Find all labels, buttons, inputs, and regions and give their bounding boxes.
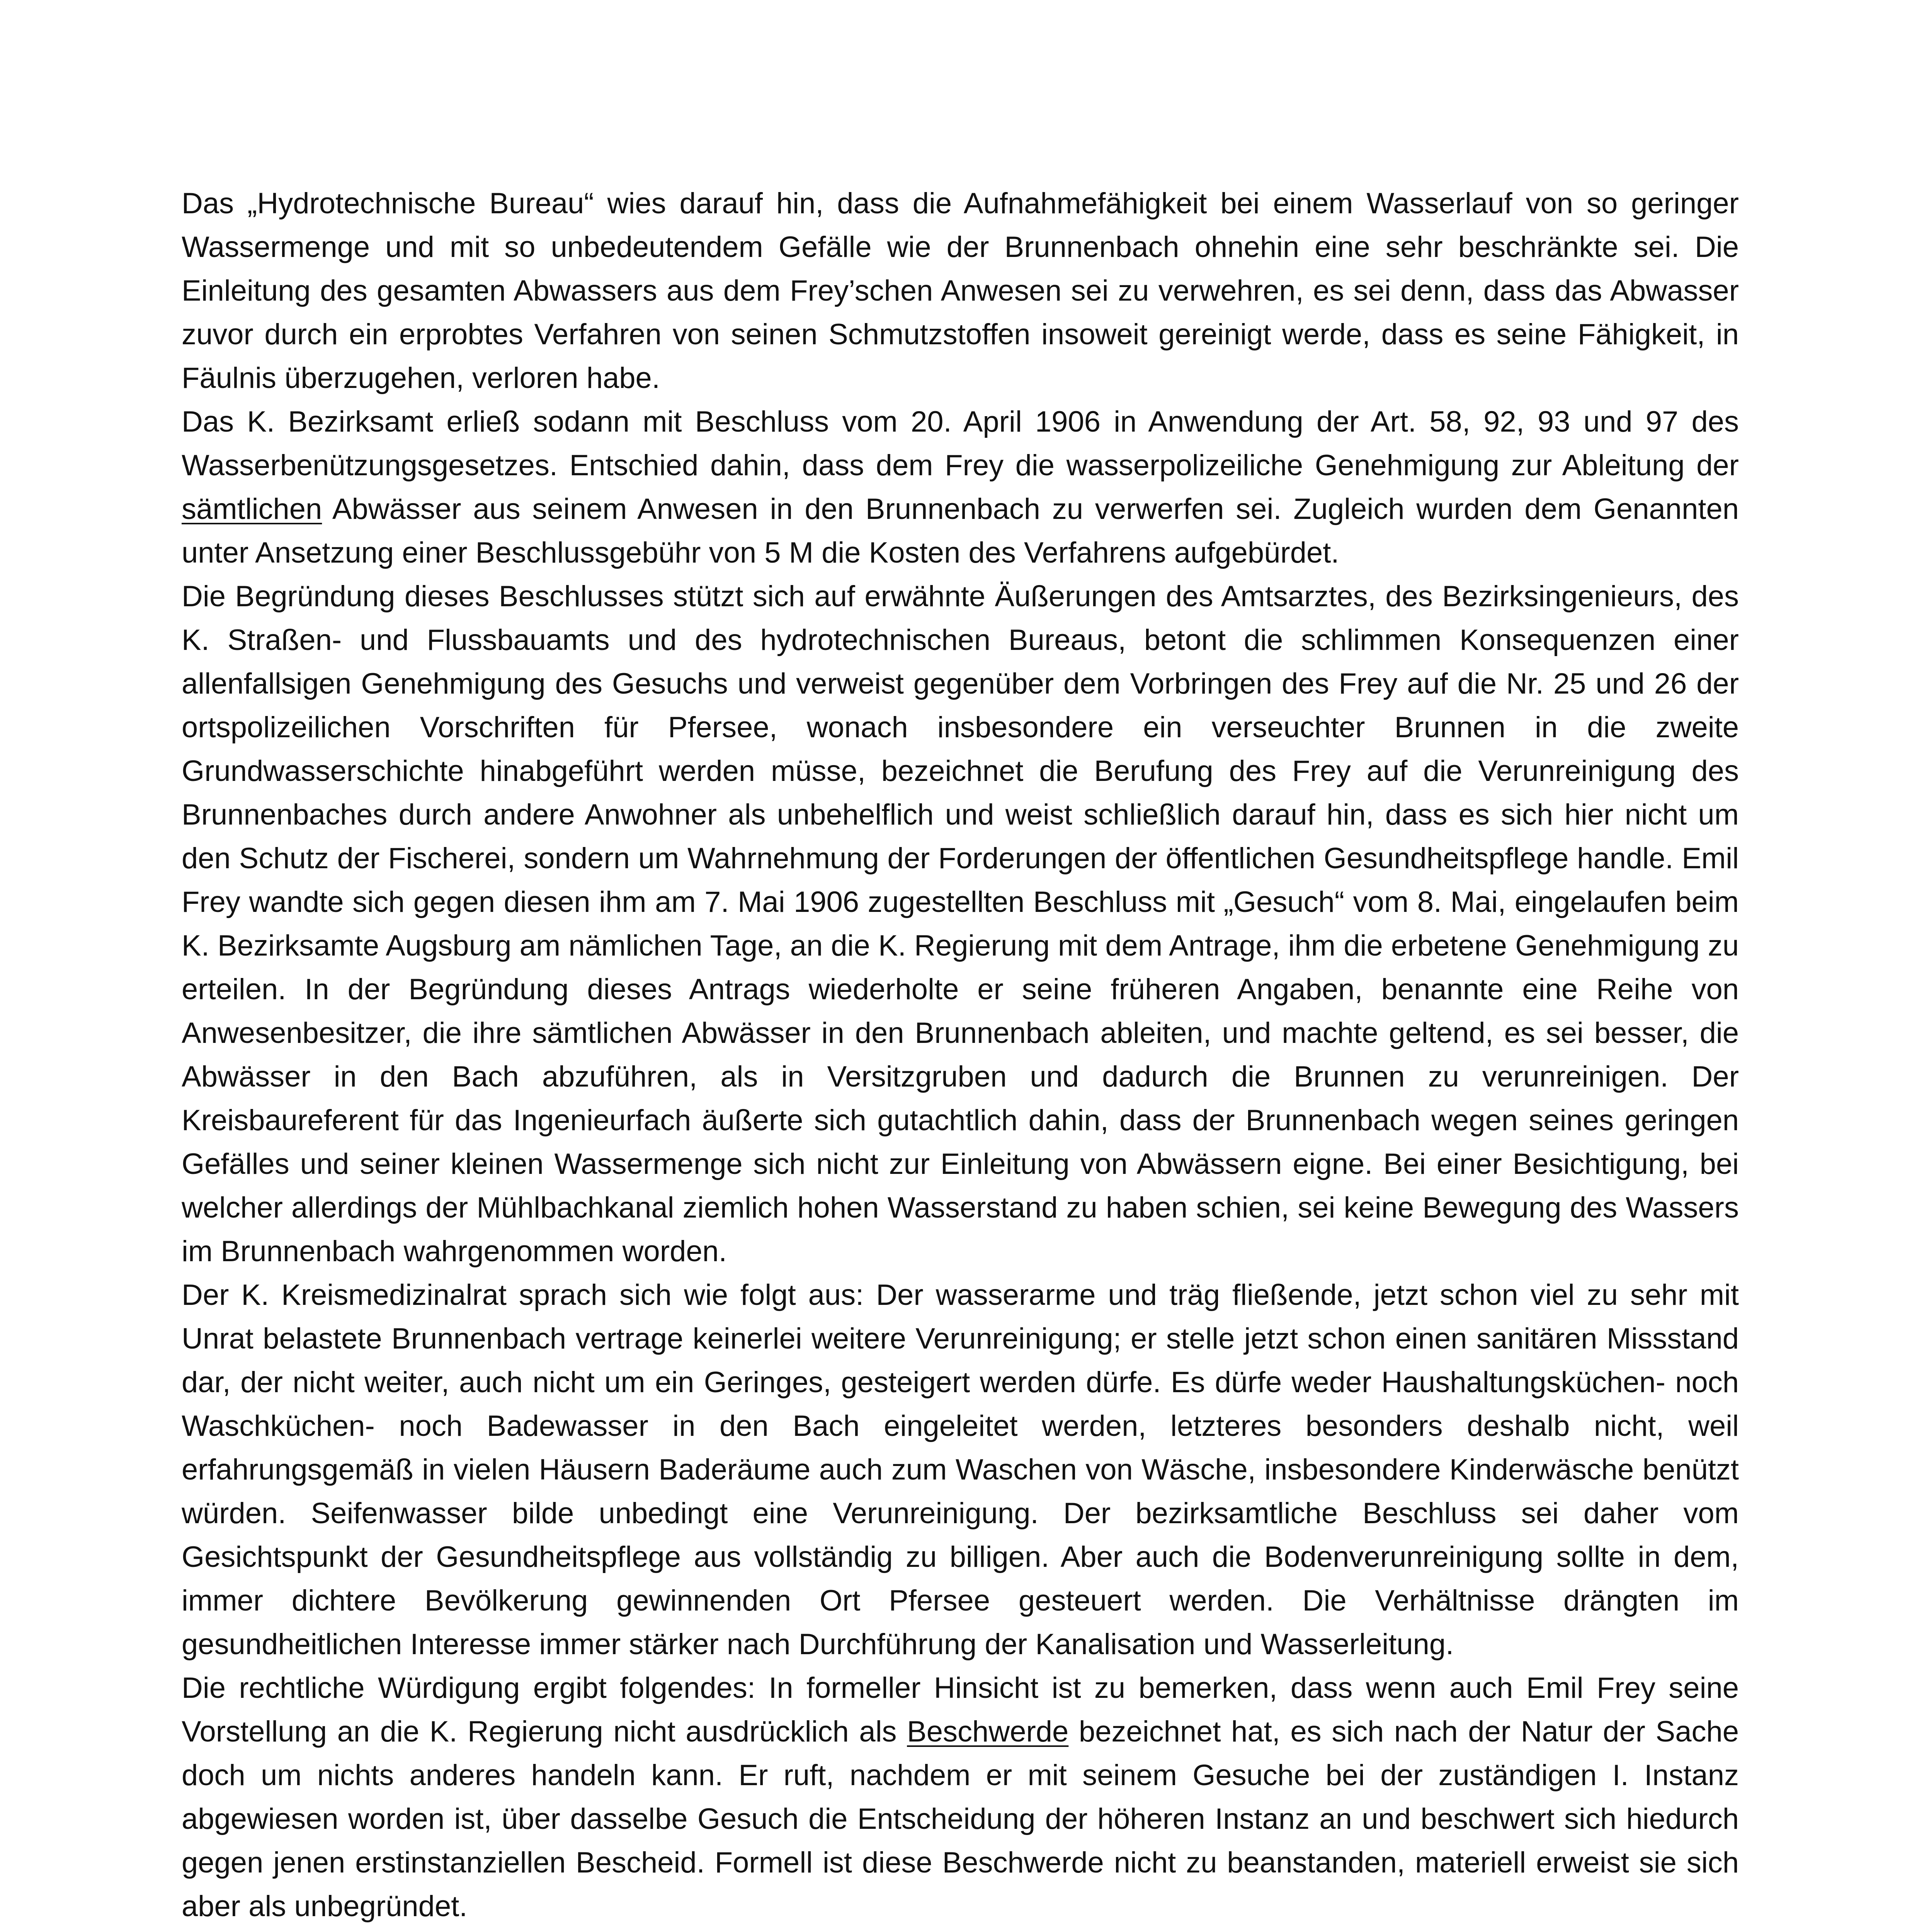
paragraph-medical-officer: Der K. Kreismedizinalrat sprach sich wie folgt aus: Der wasserarme und träg fließende, jetzt schon viel zu sehr mit Unrat belastete Brunnenbach vertrage keinerlei weitere Verunreinigung; er stelle jetzt schon einen sanitären Missstand dar, der nicht weiter, auch nicht um ein Geringes, gesteigert werden dürfe. Es dürfe weder Haushaltungsküchen- noch Waschküchen- noch Badewasser in den Bach eingeleitet werden, letzteres besonders deshalb nicht, weil erfahrungsgemäß in vielen Häusern Baderäume auch zum Waschen von Wäsche, insbesondere Kinderwäsche benützt würden. Seifenwasser bilde unbedingt eine Verunreinigung. Der bezirksamtliche Beschluss sei daher vom Gesichtspunkt der Gesundheitspflege aus vollständig zu billigen. Aber auch die Bodenverunreinigung sollte in dem, immer dichtere Bevölkerung gewinnenden Ort Pfersee gesteuert werden. Die Verhältnisse drängten im gesundheitlichen Interesse immer stärker nach Durchführung der Kanalisation und Wasserleitung. xyxy=(182,1279,1739,1661)
paragraph-district-office-decision xyxy=(182,400,1739,575)
paragraph-legal-assessment xyxy=(182,1666,1739,1928)
paragraph-text: Das K. Bezirksamt erließ sodann mit Beschluss vom 20. April 1906 in Anwendung der Art. 58, 92, 93 und 97 des Wasserbenützungsgesetzes. Entschied dahin, dass dem Frey die wasserpolizeiliche Genehmigung zur Ableitung der xyxy=(182,405,1739,482)
paragraph-text: Die rechtliche Würdigung ergibt folgendes: In formeller Hinsicht ist zu bemerken, dass wenn auch Emil Frey seine Vorstellung an die K. Regierung nicht ausdrücklich als xyxy=(182,1672,1739,1748)
body-text xyxy=(182,182,1739,1932)
paragraph-reasoning: Die Begründung dieses Beschlusses stützt sich auf erwähnte Äußerungen des Amtsarztes, des Bezirksingenieurs, des K. Straßen- und Flussbauamts und des hydrotechnischen Bureaus, betont die schlimmen Konsequenzen einer allenfallsigen Genehmigung des Gesuchs und verweist gegenüber dem Vorbringen des Frey auf die Nr. 25 und 26 der ortspolizeilichen Vorschriften für Pfersee, wonach insbesondere ein verseuchter Brunnen in die zweite Grundwasserschichte hinabgeführt werden müsse, bezeichnet die Berufung des Frey auf die Verunreinigung des Brunnenbaches durch andere Anwohner als unbehelflich und weist schließlich darauf hin, dass es sich hier nicht um den Schutz der Fischerei, sondern um Wahrnehmung der Forderungen der öffentlichen Gesundheitspflege handle. Emil Frey wandte sich gegen diesen ihm am 7. Mai 1906 zugestellten Beschluss mit „Gesuch“ vom 8. Mai, eingelaufen beim K. Bezirksamte Augsburg am nämlichen Tage, an die K. Regierung mit dem Antrage, ihm die erbetene Genehmigung zu erteilen. In der Begründung dieses Antrags wiederholte er seine früheren Angaben, benannte eine Reihe von Anwesenbesitzer, die ihre sämtlichen Abwässer in den Brunnenbach ableiten, und machte geltend, es sei besser, die Abwässer in den Bach abzuführen, als in Versitzgruben und dadurch die Brunnen zu verunreinigen. Der Kreisbaureferent für das Ingenieurfach äußerte sich gutachtlich dahin, dass der Brunnenbach wegen seines geringen Gefälles und seiner kleinen Wassermenge sich nicht zur Einleitung von Abwässern eigne. Bei einer Besichtigung, bei welcher allerdings der Mühlbachkanal ziemlich hohen Wasserstand zu haben schien, sei keine Bewegung des Wassers im Brunnenbach wahrgenommen worden. xyxy=(182,580,1739,1268)
paragraph-text: bezeichnet hat, es sich nach der Natur der Sache doch um nichts anderes handeln kann. Er ruft, nachdem er mit seinem Gesuche bei der zuständigen I. Instanz abgewiesen worden ist, über dasselbe Gesuch die Entscheidung der höheren Instanz an und beschwert sich hiedurch gegen jenen erstinstanziellen Bescheid. Formell ist diese Beschwerde nicht zu beanstanden, materiell erweist sie sich aber als unbegründet. xyxy=(182,1715,1739,1923)
underlined-word-saemtlichen: sämtlichen xyxy=(182,493,322,526)
paragraph-hydrotechnical-bureau: Das „Hydrotechnische Bureau“ wies darauf hin, dass die Aufnahmefähigkeit bei einem Wasserlauf von so geringer Wassermenge und mit so unbedeutendem Gefälle wie der Brunnenbach ohnehin eine sehr beschränkte sei. Die Einleitung des gesamten Abwassers aus dem Frey’schen Anwesen sei zu verwehren, es sei denn, dass das Abwasser zuvor durch ein erprobtes Verfahren von seinen Schmutzstoffen insoweit gereinigt werde, dass es seine Fähigkeit, in Fäulnis überzugehen, verloren habe. xyxy=(182,187,1739,395)
paragraph-article-58 xyxy=(182,1928,1739,1932)
underlined-word-beschwerde: Beschwerde xyxy=(907,1715,1069,1748)
paragraph-text: Abwässer aus seinem Anwesen in den Brunnenbach zu verwerfen sei. Zugleich wurden dem Genannten unter Ansetzung einer Beschlussgebühr von 5 M die Kosten des Verfahrens aufgebürdet. xyxy=(182,493,1739,569)
